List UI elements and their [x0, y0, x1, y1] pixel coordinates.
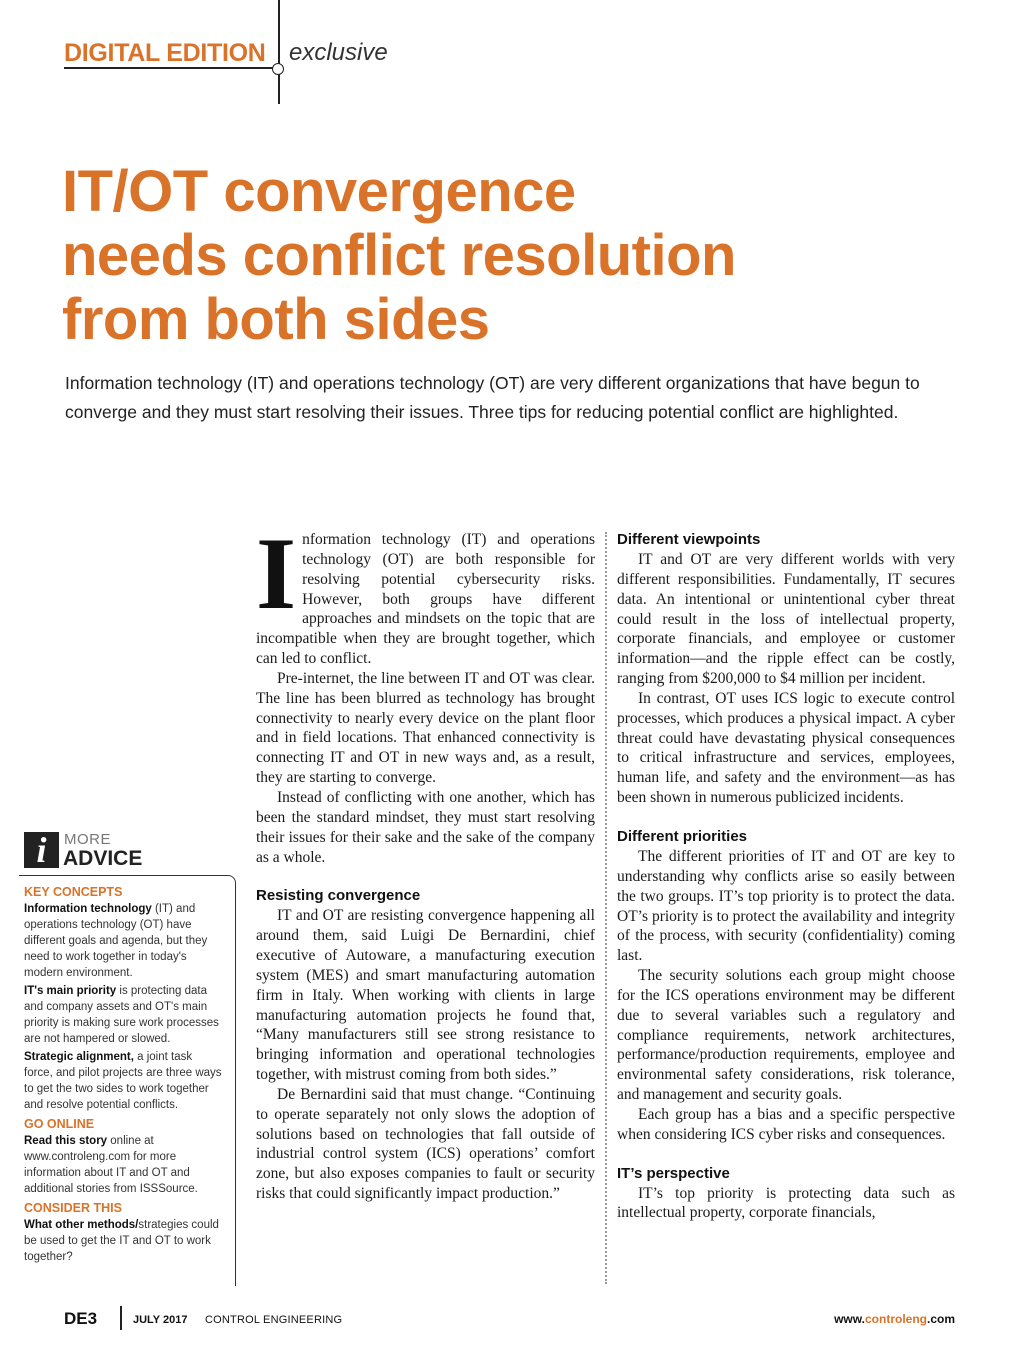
go-online-heading: GO ONLINE	[24, 1117, 95, 1131]
key-concept-text: is protecting data and company assets and OT's main priority is making sure work processes are not hampered or slowed.	[24, 985, 219, 1045]
go-online-text	[24, 1133, 224, 1197]
key-concept-item	[24, 983, 224, 1047]
body-paragraph: The security solutions each group might choose for the ICS operations environment may be different due to several variables such a regulatory and compliance requirements, network architectures, performance/production requirements, employee and environmental safety considerations, risk tolerance, and management and security goals.	[617, 967, 955, 1104]
header-vertical-rule	[278, 0, 280, 104]
page-number: DE3	[64, 1309, 98, 1328]
consider-this-text	[24, 1217, 224, 1265]
website-link[interactable]	[834, 1312, 955, 1326]
header-circle-marker	[272, 63, 284, 75]
more-label: MORE	[64, 831, 111, 848]
intro-text: nformation technology (IT) and operations technology (OT) are both responsible for resolving potential cybersecurity risks. However, both groups have different approaches and mindsets on the topic that are incompatible when they are brought together, which can led to conflict.	[256, 531, 595, 668]
url-prefix: www.	[834, 1312, 865, 1326]
url-domain: controleng	[864, 1312, 927, 1326]
body-paragraph: IT and OT are very different worlds with very different responsibilities. Fundamentally, IT secures data. An intentional or unintentional cyber threat could result in the loss of intellectual property, corporate financials, and employee or customer information—and the ripple effect can be costly, ranging from $200,000 to $4 million per incident.	[617, 551, 955, 688]
go-online-bold: Read this story	[24, 1135, 108, 1147]
consider-this-heading: CONSIDER THIS	[24, 1201, 122, 1215]
key-concept-bold: Strategic alignment,	[24, 1051, 134, 1063]
column-divider	[605, 532, 607, 1284]
body-paragraph: The different priorities of IT and OT are key to understanding why conflicts arise so easily between the two groups. IT’s top priority is to protect the data. OT’s priority is to protect the availability and integrity of the process, with security (confidentiality) coming last.	[617, 847, 955, 965]
headline-line-2: needs conflict resolution	[62, 223, 736, 288]
deck-summary: Information technology (IT) and operations technology (OT) are very different organizations that have begun to converge and they must start resolving their issues. Three tips for reducing potential conflict are highlighted.	[65, 373, 920, 422]
body-paragraph: IT and OT are resisting convergence happening all around them, said Luigi De Bernardini, chief executive of Autoware, a manufacturing execution system (MES) and smart manufacturing automation firm in Italy. When working with clients in large manufacturing automation projects he found that, “Many manufacturers still see strong resistance to bringing information and operational technologies together, with mistrust coming from both sides.”	[256, 907, 595, 1084]
key-concept-item	[24, 1049, 224, 1113]
headline	[62, 160, 962, 352]
issue-date: JULY 2017	[133, 1314, 188, 1326]
key-concept-bold: IT's main priority	[24, 985, 117, 997]
key-concept-text: a joint task force, and pilot projects are three ways to get the two sides to work together and resolve potential conflicts.	[24, 1051, 222, 1111]
subhead-different-priorities: Different priorities	[617, 827, 748, 845]
subhead-its-perspective: IT’s perspective	[617, 1164, 730, 1182]
article-column-1	[256, 517, 595, 1204]
key-concept-item	[24, 901, 224, 981]
subhead-resisting-convergence: Resisting convergence	[256, 887, 421, 905]
body-paragraph: IT’s top priority is protecting data such as intellectual property, corporate financials,	[617, 1184, 955, 1222]
body-paragraph: De Bernardini said that must change. “Continuing to operate separately not only slows the adoption of solutions based on technologies that fall outside of industrial control system (ICS) operations’ comfort zone, but also exposes companies to fault or security risks that could significantly impact production.”	[256, 1085, 595, 1203]
body-paragraph: Instead of conflicting with one another, which has been the standard mindset, they must start resolving their issues for their sake and the sake of the company as a whole.	[256, 788, 595, 866]
consider-this-body: strategies could be used to get the IT and OT to work together?	[24, 1219, 219, 1263]
magazine-name: CONTROL ENGINEERING	[205, 1314, 343, 1326]
body-paragraph: Each group has a bias and a specific perspective when considering ICS cyber risks and consequences.	[617, 1105, 955, 1143]
body-paragraph: In contrast, OT uses ICS logic to execute control processes, which produces a physical impact. A cyber threat could have devastating physical consequences to critical infrastructure and services, employees, human life, and safety and the environment—as has been shown in numerous publicized incidents.	[617, 689, 955, 807]
key-concept-bold: Information technology	[24, 903, 152, 915]
digital-edition-label: DIGITAL EDITION	[64, 39, 266, 67]
body-paragraph: Pre-internet, the line between IT and OT was clear. The line has been blurred as technology has brought connectivity to nearly every device on the plant floor and in field locations. That enhanced connectivity is connecting IT and OT in new ways and, as a result, they are starting to converge.	[256, 669, 595, 787]
more-advice-sidebar	[24, 884, 224, 1267]
url-suffix: .com	[926, 1312, 955, 1326]
key-concept-text: (IT) and operations technology (OT) have different goals and agenda, but they need to work together in today's modern environment.	[24, 903, 208, 979]
info-icon: i	[24, 832, 59, 868]
consider-this-bold: What other methods/	[24, 1219, 139, 1231]
headline-line-1: IT/OT convergence	[62, 159, 576, 224]
intro-paragraph	[256, 517, 595, 669]
key-concepts-heading: KEY CONCEPTS	[24, 885, 123, 899]
exclusive-label: exclusive	[289, 39, 388, 66]
footer-separator	[120, 1306, 122, 1330]
drop-cap: I	[256, 517, 297, 631]
subhead-different-viewpoints: Different viewpoints	[617, 531, 761, 548]
advice-label: ADVICE	[63, 847, 143, 870]
headline-line-3: from both sides	[62, 287, 490, 352]
go-online-body: online at www.controleng.com for more information about IT and OT and additional stories from ISSSource.	[24, 1135, 198, 1195]
article-column-2	[617, 530, 955, 1223]
